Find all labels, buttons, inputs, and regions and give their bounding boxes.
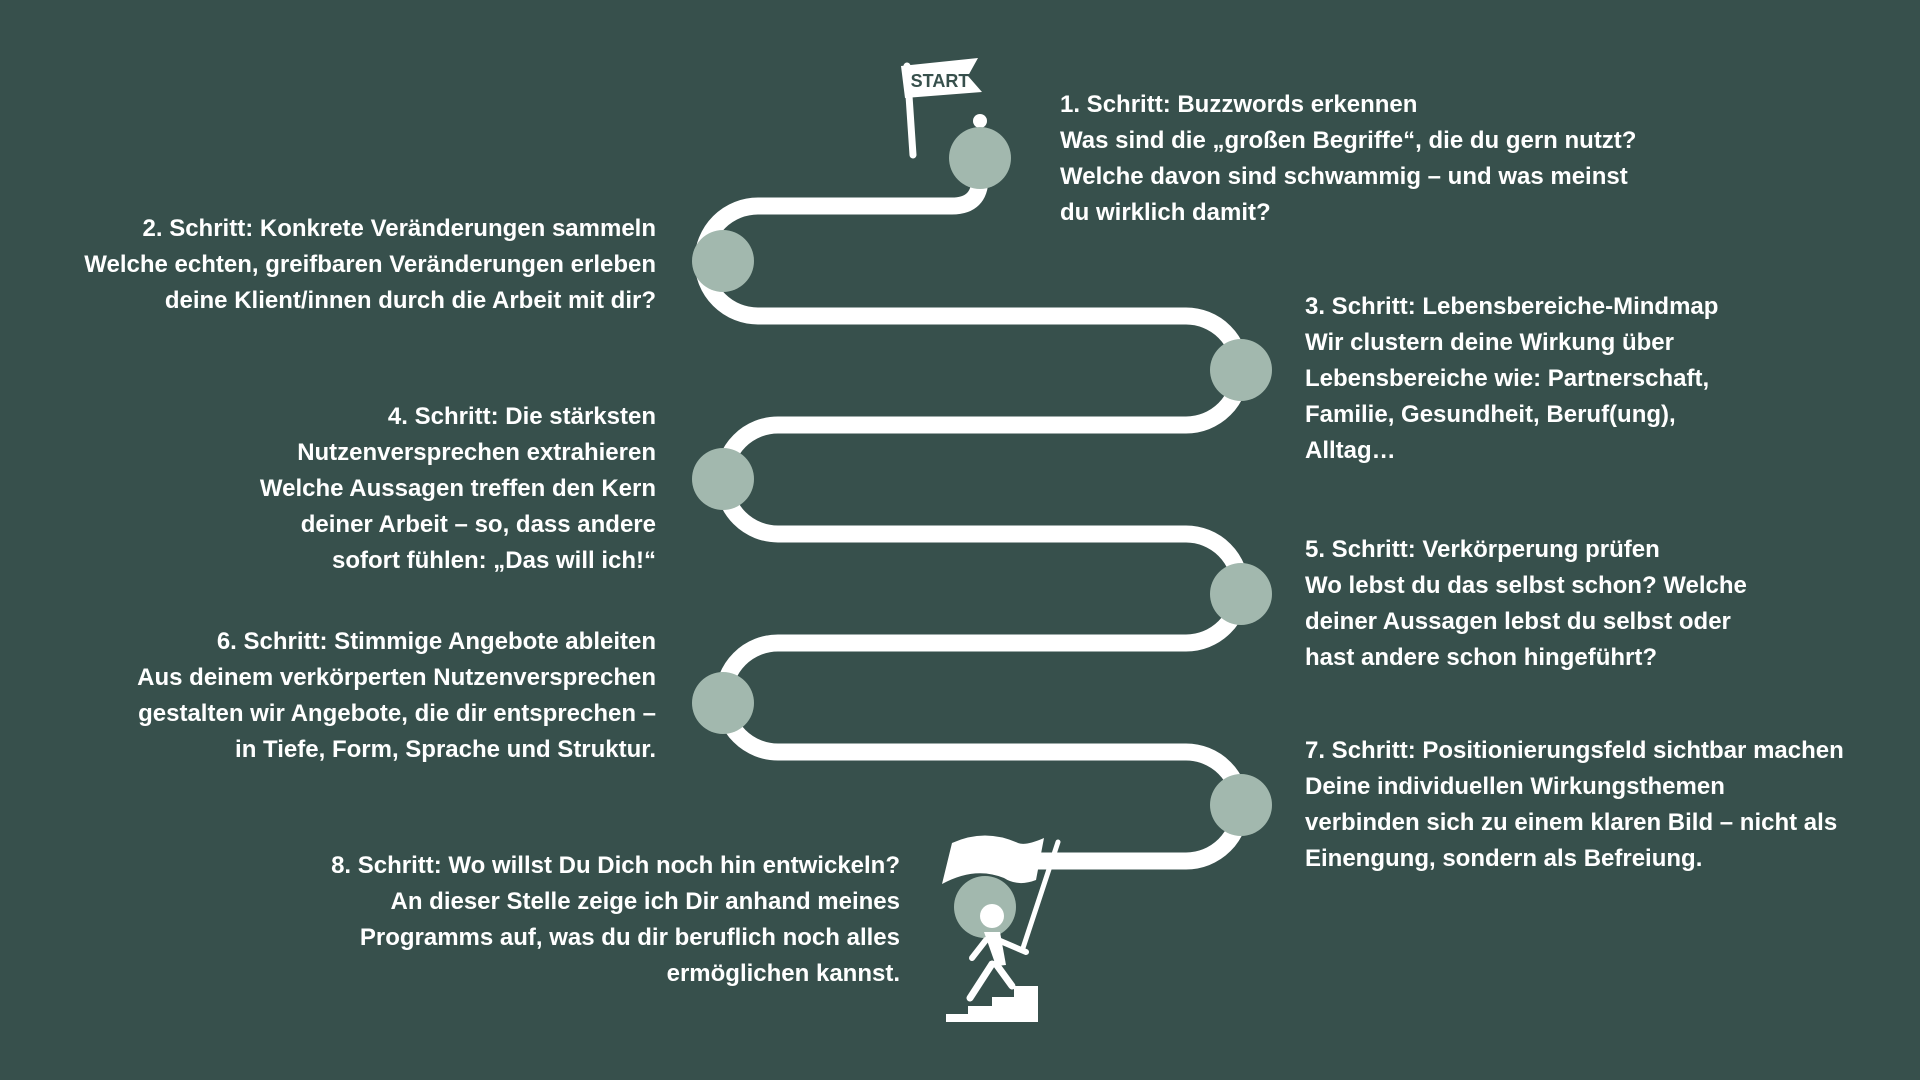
step-node-1 — [949, 127, 1011, 189]
step-node-5 — [1210, 563, 1272, 625]
start-knob — [973, 114, 987, 128]
step-node-7 — [1210, 774, 1272, 836]
step-node-2 — [692, 230, 754, 292]
step-3-description: Wir clustern deine Wirkung über Lebensbereiche wie: Partnerschaft, Familie, Gesundheit, Beruf(ung), Alltag… — [1305, 329, 1710, 464]
step-2-text — [40, 211, 656, 319]
step-2-title: 2. Schritt: Konkrete Veränderungen sammeln — [142, 215, 656, 242]
step-7-text — [1305, 733, 1917, 877]
step-3-text — [1305, 289, 1905, 469]
step-8-title: 8. Schritt: Wo willst Du Dich noch hin entwickeln? — [331, 852, 900, 879]
step-4-text — [200, 399, 656, 579]
step-4-description: Welche Aussagen treffen den Kern deiner Arbeit – so, dass andere sofort fühlen: „Das will ich!“ — [259, 475, 656, 574]
step-node-6 — [692, 672, 754, 734]
step-3-title: 3. Schritt: Lebensbereiche-Mindmap — [1305, 293, 1719, 320]
step-1-description: Was sind die „großen Begriffe“, die du gern nutzt? Welche davon sind schwammig – und was meinst du wirklich damit? — [1060, 127, 1637, 226]
step-node-4 — [692, 448, 754, 510]
step-8-description: An dieser Stelle zeige ich Dir anhand meines Programms auf, was du dir beruflich noch alles ermöglichen kannst. — [359, 888, 900, 987]
step-7-description: Deine individuellen Wirkungsthemen verbinden sich zu einem klaren Bild – nicht als Einengung, sondern als Befreiung. — [1305, 773, 1838, 872]
step-5-title: 5. Schritt: Verkörperung prüfen — [1305, 536, 1660, 563]
step-node-3 — [1210, 339, 1272, 401]
step-1-text — [1060, 87, 1700, 231]
step-6-description: Aus deinem verkörperten Nutzenversprechen gestalten wir Angebote, die dir entsprechen – in Tiefe, Form, Sprache und Struktur. — [137, 664, 656, 763]
step-6-text — [80, 624, 656, 768]
winding-path — [703, 158, 1241, 861]
step-5-description: Wo lebst du das selbst schon? Welche deiner Aussagen lebst du selbst oder hast andere schon hingeführt? — [1305, 572, 1747, 671]
step-2-description: Welche echten, greifbaren Veränderungen erleben deine Klient/innen durch die Arbeit mit dir? — [84, 251, 656, 314]
step-8-text — [260, 848, 900, 992]
step-1-title: 1. Schritt: Buzzwords erkennen — [1060, 91, 1418, 118]
step-4-title: 4. Schritt: Die stärksten Nutzenversprechen extrahieren — [297, 403, 656, 466]
step-7-title: 7. Schritt: Positionierungsfeld sichtbar machen — [1305, 737, 1844, 764]
step-6-title: 6. Schritt: Stimmige Angebote ableiten — [216, 628, 656, 655]
start-label: START — [910, 71, 970, 91]
step-5-text — [1305, 532, 1905, 676]
